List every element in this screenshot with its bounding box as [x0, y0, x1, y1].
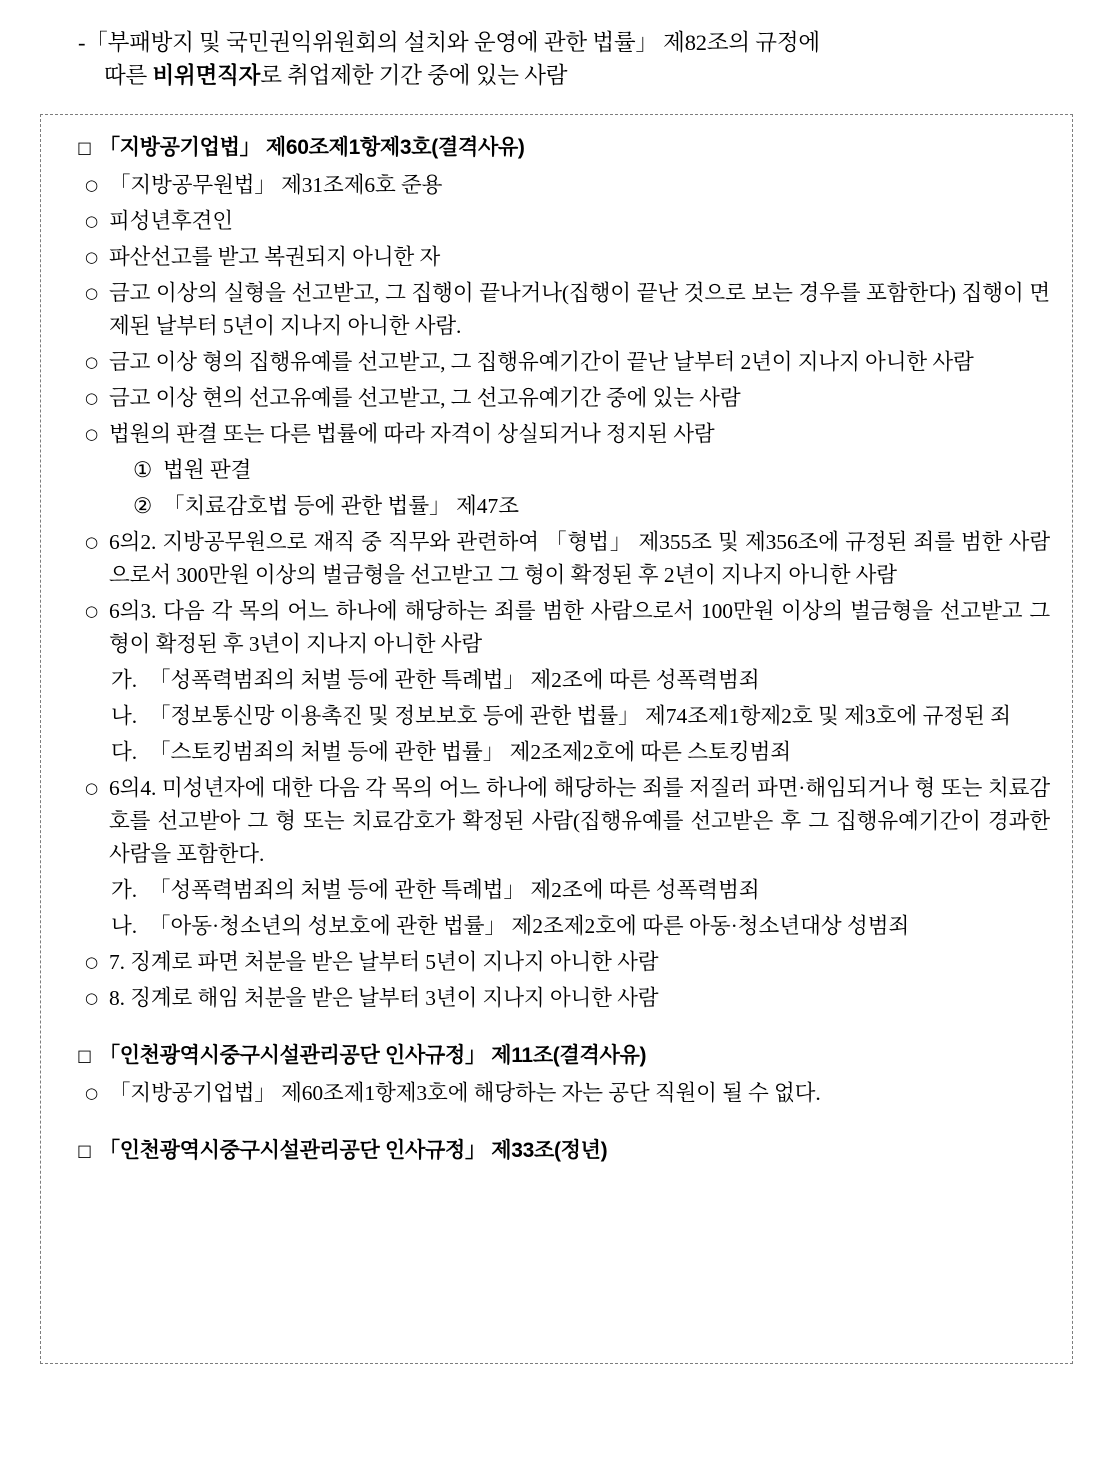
intro-line-1	[78, 26, 1051, 59]
square-bullet-icon: □	[77, 1141, 93, 1160]
section-heading	[63, 1041, 1050, 1071]
circle-bullet-icon: ○	[85, 602, 99, 620]
numbered-sub-item-text: 「치료감호법 등에 관한 법률」 제47조	[163, 494, 519, 518]
circle-bullet-icon: ○	[85, 389, 99, 407]
korean-sub-item-mark: 다.	[111, 740, 138, 764]
intro-line-2-prefix: 따른	[104, 63, 153, 88]
list-item-text: 8. 징계로 해임 처분을 받은 날부터 3년이 지나지 아니한 사람	[109, 986, 659, 1010]
list-item-text: 금고 이상 형의 집행유예를 선고받고, 그 집행유예기간이 끝난 날부터 2년이 지나지 아니한 사람	[109, 350, 974, 374]
korean-sub-item-text: 「성폭력범죄의 처벌 등에 관한 특례법」 제2조에 따른 성폭력범죄	[149, 668, 760, 692]
list-item-text: 금고 이상의 실형을 선고받고, 그 집행이 끝나거나(집행이 끝난 것으로 보는 경우를 포함한다) 집행이 면제된 날부터 5년이 지나지 아니한 사람.	[109, 281, 1050, 338]
circle-bullet-icon: ○	[85, 533, 99, 551]
section-heading-label: 「인천광역시중구시설관리공단 인사규정」 제33조(정년)	[99, 1139, 608, 1162]
list-item-text: 6의3. 다음 각 목의 어느 하나에 해당하는 죄를 범한 사람으로서 100만원 이상의 벌금형을 선고받고 그 형이 확정된 후 3년이 지나지 아니한 사람	[109, 599, 1050, 656]
circle-bullet-icon: ○	[85, 425, 99, 443]
list-item	[63, 595, 1050, 661]
korean-sub-item	[63, 736, 1050, 769]
circle-bullet-icon: ○	[85, 176, 99, 194]
list-item-text: 6의2. 지방공무원으로 재직 중 직무와 관련하여 「형법」 제355조 및 제356조에 규정된 죄를 범한 사람으로서 300만원 이상의 벌금형을 선고받고 그 형이 확정된 후 2년이 지나지 아니한 사람	[109, 530, 1050, 587]
circle-bullet-icon: ○	[85, 248, 99, 266]
list-item-text: 법원의 판결 또는 다른 법률에 따라 자격이 상실되거나 정지된 사람	[109, 422, 715, 446]
list-item	[63, 382, 1050, 415]
korean-sub-item-mark: 가.	[111, 668, 138, 692]
numbered-sub-item-text: 법원 판결	[163, 458, 252, 482]
section-heading-label: 「인천광역시중구시설관리공단 인사규정」 제11조(결격사유)	[99, 1044, 647, 1067]
intro-line-2-suffix: 로 취업제한 기간 중에 있는 사람	[260, 63, 568, 88]
korean-sub-item-text: 「정보통신망 이용촉진 및 정보보호 등에 관한 법률」 제74조제1항제2호 및 제3호에 규정된 죄	[149, 704, 1012, 728]
korean-sub-item-text: 「아동·청소년의 성보호에 관한 법률」 제2조제2호에 따른 아동·청소년대상 성범죄	[149, 914, 910, 938]
list-item-text: 6의4. 미성년자에 대한 다음 각 목의 어느 하나에 해당하는 죄를 저질러 파면·해임되거나 형 또는 치료감호를 선고받아 그 형 또는 치료감호가 확정된 사람(집행유예를 선고받은 후 그 집행유예기간이 경과한 사람을 포함한다.	[109, 776, 1050, 866]
list-item	[63, 241, 1050, 274]
circle-bullet-icon: ○	[85, 353, 99, 371]
circle-bullet-icon: ○	[85, 779, 99, 797]
korean-sub-item	[63, 700, 1050, 733]
intro-line-1-text: 「부패방지 및 국민권익위원회의 설치와 운영에 관한 법률」 제82조의 규정에	[85, 30, 820, 55]
numbered-sub-item	[63, 490, 1050, 523]
circle-bullet-icon: ○	[85, 989, 99, 1007]
list-item	[63, 418, 1050, 451]
square-bullet-icon: □	[77, 138, 93, 157]
circle-bullet-icon: ○	[85, 212, 99, 230]
list-item-text: 「지방공기업법」 제60조제1항제3호에 해당하는 자는 공단 직원이 될 수 없다.	[109, 1081, 821, 1105]
square-bullet-icon: □	[77, 1046, 93, 1065]
list-item-text: 7. 징계로 파면 처분을 받은 날부터 5년이 지나지 아니한 사람	[109, 950, 659, 974]
korean-sub-item	[63, 664, 1050, 697]
list-item	[63, 169, 1050, 202]
list-item-text: 「지방공무원법」 제31조제6호 준용	[109, 173, 443, 197]
circled-number-2-icon: ②	[133, 494, 153, 518]
circle-bullet-icon: ○	[85, 284, 99, 302]
list-item-text: 파산선고를 받고 복권되지 아니한 자	[109, 245, 441, 269]
list-item	[63, 772, 1050, 871]
korean-sub-item-text: 「성폭력범죄의 처벌 등에 관한 특례법」 제2조에 따른 성폭력범죄	[149, 878, 760, 902]
list-item	[63, 982, 1050, 1015]
list-item-text: 피성년후견인	[109, 209, 234, 233]
list-item	[63, 1077, 1050, 1110]
korean-sub-item-mark: 가.	[111, 878, 138, 902]
korean-sub-item-mark: 나.	[111, 704, 138, 728]
list-item	[63, 277, 1050, 343]
intro-paragraph	[40, 26, 1073, 92]
circle-bullet-icon: ○	[85, 953, 99, 971]
list-item	[63, 526, 1050, 592]
list-item-text: 금고 이상 현의 선고유예를 선고받고, 그 선고유예기간 중에 있는 사람	[109, 386, 741, 410]
section-heading	[63, 133, 1050, 163]
korean-sub-item-mark: 나.	[111, 914, 138, 938]
intro-line-2	[78, 59, 1051, 92]
list-item	[63, 946, 1050, 979]
requirements-box	[40, 114, 1073, 1364]
circle-bullet-icon: ○	[85, 1084, 99, 1102]
section-heading-label: 「지방공기업법」 제60조제1항제3호(결격사유)	[99, 136, 525, 159]
numbered-sub-item	[63, 454, 1050, 487]
korean-sub-item	[63, 910, 1050, 943]
list-item	[63, 205, 1050, 238]
circled-number-1-icon: ①	[133, 458, 153, 482]
section-heading	[63, 1136, 1050, 1166]
korean-sub-item-text: 「스토킹범죄의 처벌 등에 관한 법률」 제2조제2호에 따른 스토킹범죄	[149, 740, 792, 764]
korean-sub-item	[63, 874, 1050, 907]
intro-emphasis: 비위면직자	[152, 63, 261, 88]
dash-marker: -	[78, 30, 86, 55]
list-item	[63, 346, 1050, 379]
